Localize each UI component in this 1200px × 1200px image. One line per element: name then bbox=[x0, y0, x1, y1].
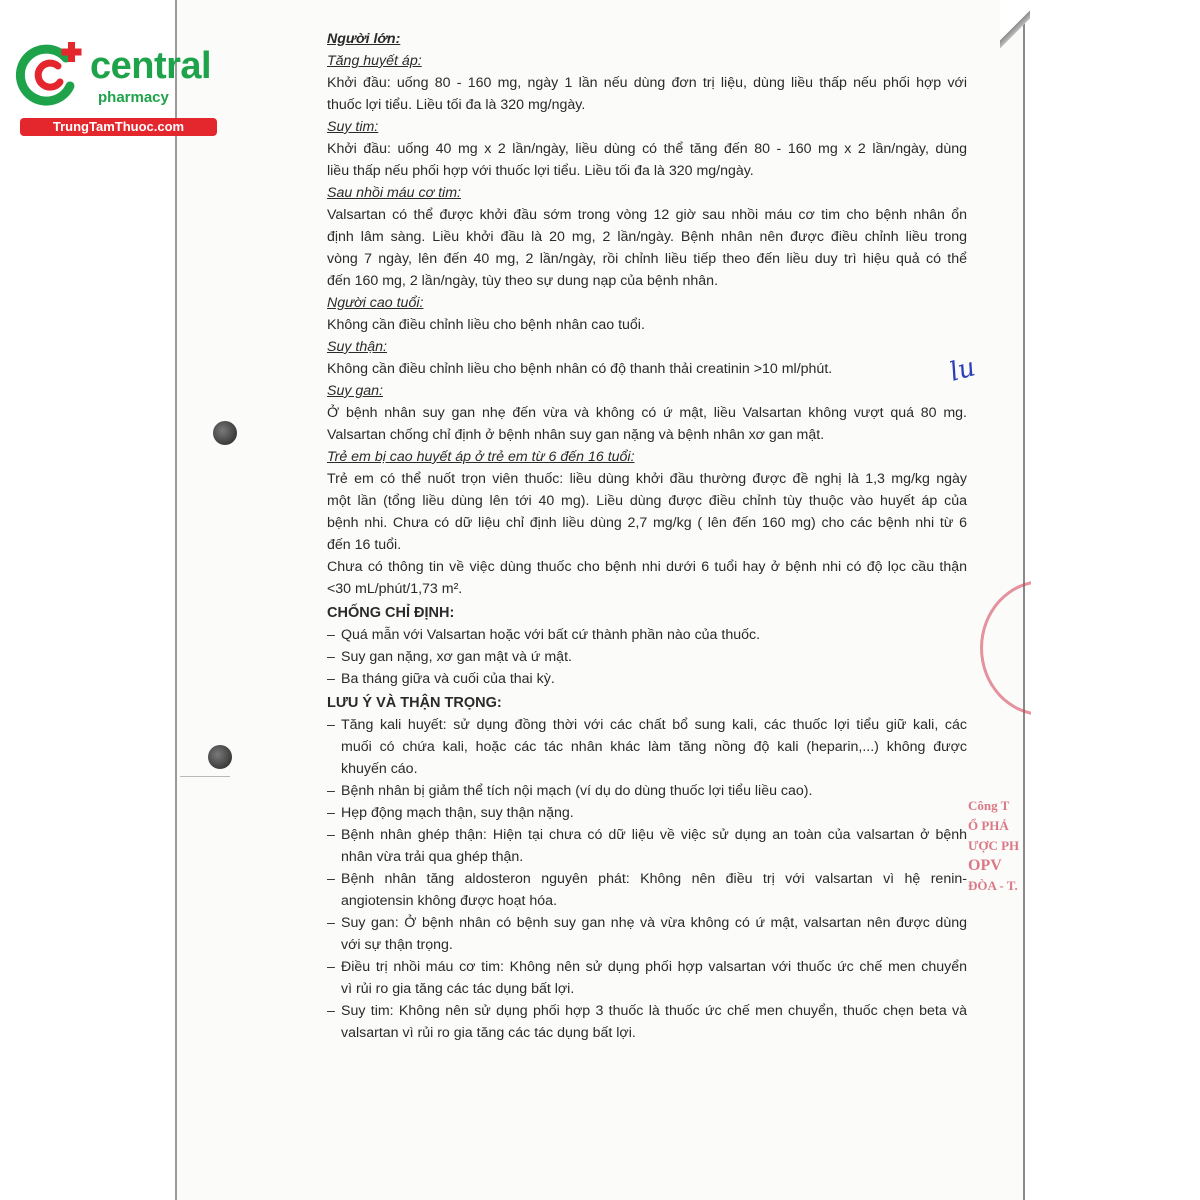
logo-subtitle: pharmacy bbox=[98, 89, 169, 106]
paragraph-line: một lần (tổng liều dùng lên tới 40 mg). Liều dùng được điều chỉnh tùy thuộc vào huyết áp của bbox=[327, 493, 967, 509]
list-item-line: – Hẹp động mạch thận, suy thận nặng. bbox=[341, 805, 574, 821]
hepatic-impairment-heading: Suy gan: bbox=[327, 383, 384, 399]
paragraph-line: đến 160 mg, 2 lần/ngày, tùy theo sự dung nạp của bệnh nhân. bbox=[327, 273, 719, 289]
contraindications-heading: CHỐNG CHỈ ĐỊNH: bbox=[327, 605, 455, 621]
list-item-line: valsartan vì rủi ro gia tăng các tác dụng bất lợi. bbox=[341, 1025, 636, 1041]
hypertension-heading: Tăng huyết áp: bbox=[327, 53, 422, 69]
list-item bbox=[327, 868, 967, 912]
list-item-line: – Suy gan: Ở bệnh nhân có bệnh suy gan nhẹ và vừa không có ứ mật, valsartan nên được dùng bbox=[341, 915, 967, 931]
elderly-heading: Người cao tuổi: bbox=[327, 295, 424, 311]
page-mark bbox=[180, 776, 230, 777]
logo-website-banner: TrungTamThuoc.com bbox=[20, 118, 217, 136]
list-item bbox=[327, 714, 967, 780]
renal-impairment-heading: Suy thận: bbox=[327, 339, 387, 355]
list-item-line: vì rủi ro gia tăng các tác dụng bất lợi. bbox=[341, 981, 575, 997]
list-item-line: – Suy tim: Không nên sử dụng phối hợp 3 thuốc là thuốc ức chế men chuyển, thuốc chẹn beta và bbox=[341, 1003, 967, 1019]
precautions-heading: LƯU Ý VÀ THẬN TRỌNG: bbox=[327, 695, 502, 711]
list-item-line: – Điều trị nhồi máu cơ tim: Không nên sử dụng phối hợp valsartan với thuốc ức chế men chuyển bbox=[341, 959, 967, 975]
paragraph-line: Khởi đầu: uống 80 - 160 mg, ngày 1 lần nếu dùng đơn trị liệu, dùng liều thấp nếu phối hợp với bbox=[327, 75, 967, 91]
paragraph-line: Ở bệnh nhân suy gan nhẹ đến vừa và không có ứ mật, liều Valsartan không vượt quá 80 mg. bbox=[327, 405, 967, 421]
paragraph-line: đến 16 tuổi. bbox=[327, 537, 402, 553]
stamp-line: Công T bbox=[968, 798, 1010, 813]
list-item-line: – Tăng kali huyết: sử dụng đồng thời với các chất bổ sung kali, các thuốc lợi tiểu giữ kali, các bbox=[341, 717, 967, 733]
red-seal-stamp bbox=[980, 580, 1106, 716]
list-item-line: – Bệnh nhân ghép thận: Hiện tại chưa có dữ liệu về việc sử dụng an toàn của valsartan ở bệnh bbox=[341, 827, 967, 843]
paragraph-line: vòng 7 ngày, lên đến 40 mg, 2 lần/ngày, rồi chỉnh liều tiếp theo đến liều duy trì hiệu quả có thể bbox=[327, 251, 967, 267]
paragraph-line: Khởi đầu: uống 40 mg x 2 lần/ngày, liều dùng có thể tăng đến 80 - 160 mg x 2 lần/ngày, dùng bbox=[327, 141, 967, 157]
paragraph-line: thuốc lợi tiểu. Liều tối đa là 320 mg/ngày. bbox=[327, 97, 586, 113]
stamp-line: Ổ PHẢ bbox=[968, 818, 1009, 833]
list-item: – Suy gan nặng, xơ gan mật và ứ mật. bbox=[327, 646, 967, 668]
paragraph-line: bệnh nhi. Chưa có dữ liệu chỉ định liều dùng 2,7 mg/kg ( lên đến 160 mg) cho các bệnh nhi từ 6 bbox=[327, 515, 967, 531]
paragraph-line: Chưa có thông tin về việc dùng thuốc cho bệnh nhi dưới 6 tuổi hay ở bệnh nhi có độ lọc cầu thận bbox=[327, 559, 967, 575]
list-item-line: với sự thận trọng. bbox=[341, 937, 453, 953]
logo-name: central bbox=[90, 45, 212, 87]
page-corner-fold bbox=[1000, 0, 1030, 50]
list-item-line: muối có chứa kali, hoặc các tác nhân khác làm tăng nồng độ kali (heparin,...) không được bbox=[341, 739, 967, 755]
list-item bbox=[327, 824, 967, 868]
paragraph-line: Trẻ em có thể nuốt trọn viên thuốc: liều dùng khởi đầu thường được đề nghị là 1,3 mg/kg ngày bbox=[327, 471, 967, 487]
paragraph-line: định lâm sàng. Liều khởi đầu là 20 mg, 2 lần/ngày. Bệnh nhân nên được điều chỉnh liều trong bbox=[327, 229, 967, 245]
punch-hole-top bbox=[213, 421, 237, 445]
pharmacy-cross-logo-icon bbox=[14, 38, 86, 110]
list-item: – Quá mẫn với Valsartan hoặc với bất cứ thành phần nào của thuốc. bbox=[327, 624, 967, 646]
list-item-line: nhân vừa trải qua ghép thận. bbox=[341, 849, 524, 865]
list-item bbox=[327, 912, 967, 956]
heart-failure-heading: Suy tim: bbox=[327, 119, 379, 135]
paragraph-line: Không cần điều chỉnh liều cho bệnh nhân có độ thanh thải creatinin >10 ml/phút. bbox=[327, 361, 833, 377]
company-stamp bbox=[968, 768, 1028, 908]
list-item-line: – Bệnh nhân bị giảm thể tích nội mạch (ví dụ do dùng thuốc lợi tiểu liều cao). bbox=[341, 783, 813, 799]
paragraph-line: <30 mL/phút/1,73 m². bbox=[327, 581, 463, 597]
stamp-line: ĐÒA - T. bbox=[968, 878, 1018, 893]
paragraph-line: Valsartan chống chỉ định ở bệnh nhân suy gan nặng và bệnh nhân xơ gan mật. bbox=[327, 427, 825, 443]
children-heading: Trẻ em bị cao huyết áp ở trẻ em từ 6 đến 16 tuổi: bbox=[327, 449, 635, 465]
list-item bbox=[327, 1000, 967, 1044]
stamp-line: OPV bbox=[968, 857, 1002, 874]
list-item-line: khuyến cáo. bbox=[341, 761, 418, 777]
dosage-document-text bbox=[327, 28, 967, 1044]
punch-hole-bottom bbox=[208, 745, 232, 769]
myocardial-infarction-heading: Sau nhồi máu cơ tim: bbox=[327, 185, 461, 201]
paragraph-line: Valsartan có thể được khởi đầu sớm trong vòng 12 giờ sau nhồi máu cơ tim cho bệnh nhân ổn bbox=[327, 207, 967, 223]
list-item bbox=[327, 802, 967, 824]
central-pharmacy-logo[interactable] bbox=[8, 38, 218, 138]
handwritten-initials: lu bbox=[946, 352, 979, 388]
list-item bbox=[327, 956, 967, 1000]
list-item-line: angiotensin không được hoạt hóa. bbox=[341, 893, 558, 909]
list-item bbox=[327, 780, 967, 802]
stamp-line: ƯỢC PH bbox=[968, 838, 1020, 853]
list-item: – Ba tháng giữa và cuối của thai kỳ. bbox=[327, 668, 967, 690]
list-item-line: – Bệnh nhân tăng aldosteron nguyên phát: Không nên điều trị với valsartan vì hệ renin- bbox=[341, 871, 967, 887]
adult-heading: Người lớn: bbox=[327, 31, 401, 47]
paragraph-line: liều thấp nếu phối hợp với thuốc lợi tiểu. Liều tối đa là 320 mg/ngày. bbox=[327, 163, 754, 179]
paragraph-line: Không cần điều chỉnh liều cho bệnh nhân cao tuổi. bbox=[327, 317, 645, 333]
